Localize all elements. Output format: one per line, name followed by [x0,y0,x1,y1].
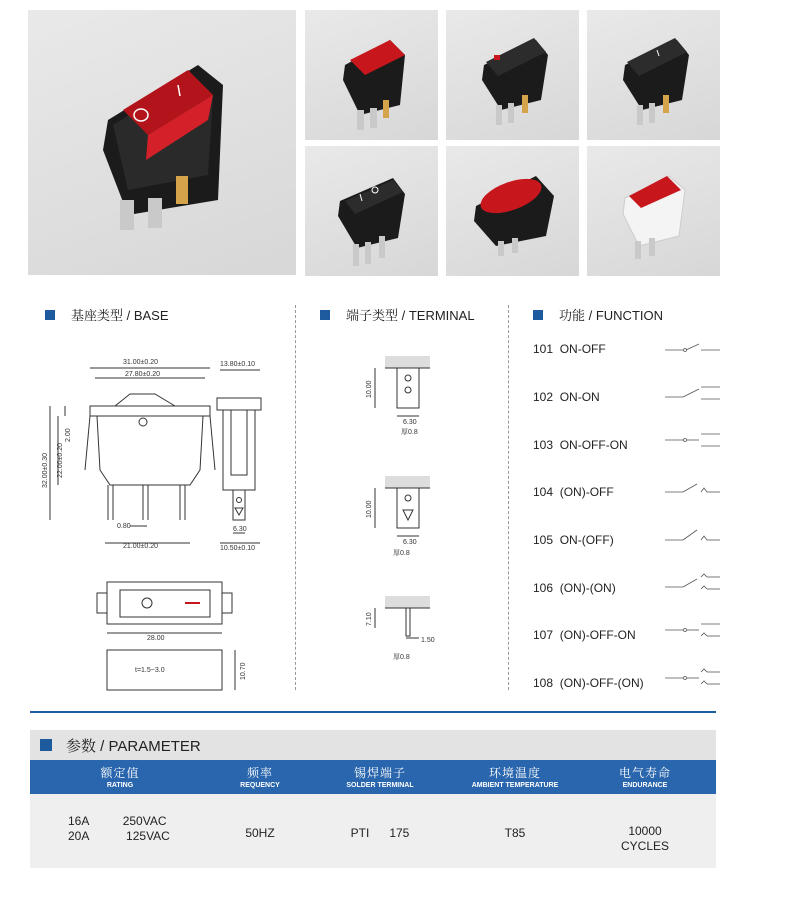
solder-value: PTI 175 [350,826,410,840]
terminal-section-title: 端子类型 / TERMINAL [320,305,475,324]
switch-symbol-icon [665,668,720,688]
square-icon [320,310,330,320]
dim-label: 22.00±0.20 [57,443,64,478]
dim-label: 2.00 [65,428,72,442]
dim-label: 厚0.8 [393,654,410,661]
column-header-endurance: 电气寿命 ENDURANCE [618,766,671,789]
product-photo-5 [305,146,438,276]
dim-label: 6.30 [403,419,417,426]
frequency-value: 50HZ [245,826,275,840]
product-photo-2 [305,10,438,140]
dim-label: 0.80 [117,523,131,530]
dim-label: 21.00±0.20 [123,543,158,550]
rating-value: 16A 250VAC 20A 125VAC [68,814,170,843]
section-divider [30,711,716,713]
function-item: 102 ON-ON [533,390,600,404]
dim-label: 10.00 [366,380,373,398]
switch-symbol-icon [665,478,720,498]
parameter-section-title: 参数 / PARAMETER [30,730,716,760]
product-photo-4 [587,10,720,140]
product-photo-3 [446,10,579,140]
square-icon [45,310,55,320]
dim-label: t=1.5~3.0 [135,667,165,674]
dim-label: 1.50 [421,637,435,644]
function-item: 103 ON-OFF-ON [533,438,628,452]
dim-label: 6.30 [403,539,417,546]
column-header-rating: 额定值 RATING [100,766,140,789]
divider [508,305,509,690]
dim-label: 10.00 [366,500,373,518]
switch-symbol-icon [665,430,720,450]
endurance-value: 10000 CYCLES [620,824,670,853]
terminal-drawings [355,348,455,668]
product-photo-7 [587,146,720,276]
function-item: 106 (ON)-(ON) [533,581,616,595]
base-section-title: 基座类型 / BASE [45,305,169,324]
column-header-frequency: 频率 REQUENCY [240,766,280,789]
dim-label: 6.30 [233,526,247,533]
dim-label: 10.50±0.10 [220,545,255,552]
function-section-title: 功能 / FUNCTION [533,305,663,324]
column-header-ambient: 环境温度 AMBIENT TEMPERATURE [471,766,559,789]
switch-symbol-icon [665,340,720,360]
parameter-values [30,794,716,868]
function-item: 105 ON-(OFF) [533,533,614,547]
function-item: 108 (ON)-OFF-(ON) [533,676,644,690]
parameter-header-bar [30,760,716,794]
dim-label: 厚0.8 [393,550,410,557]
switch-symbol-icon [665,620,720,640]
base-drawing [35,350,275,700]
ambient-value: T85 [504,826,526,840]
dim-label: 厚0.8 [401,429,418,436]
dim-label: 32.00±0.30 [42,453,49,488]
function-item: 107 (ON)-OFF-ON [533,628,636,642]
column-header-solder: 锡焊端子 SOLDER TERMINAL [346,766,414,789]
divider [295,305,296,690]
dim-label: 7.10 [366,612,373,626]
switch-symbol-icon [665,573,720,593]
switch-symbol-icon [665,526,720,546]
dim-label: 27.80±0.20 [125,371,160,378]
function-item: 101 ON-OFF [533,342,606,356]
dim-label: 31.00±0.20 [123,359,158,366]
square-icon [40,739,52,751]
square-icon [533,310,543,320]
dim-label: 13.80±0.10 [220,361,255,368]
switch-symbol-icon [665,383,720,403]
function-item: 104 (ON)-OFF [533,485,614,499]
dim-label: 10.70 [240,662,247,680]
product-photo-main [28,10,296,275]
dim-label: 28.00 [147,635,165,642]
product-photo-6 [446,146,579,276]
